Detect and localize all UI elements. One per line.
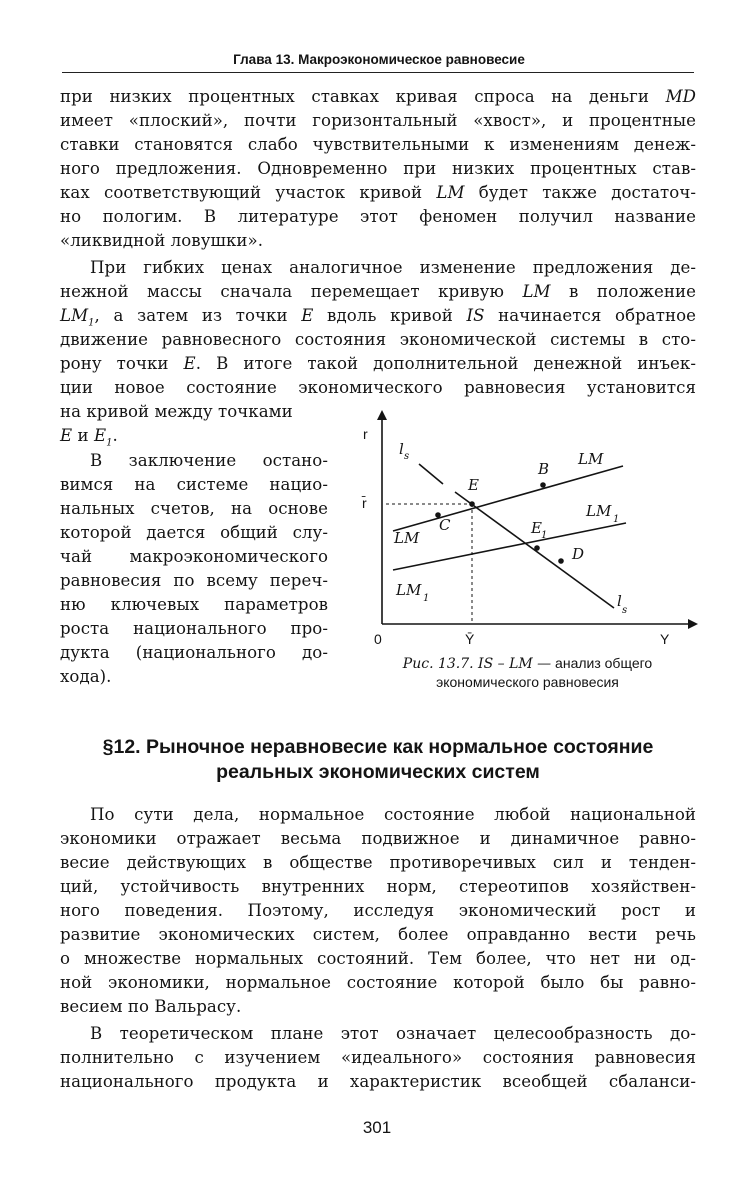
point-e1-label-sub: 1 bbox=[541, 530, 548, 541]
text-line: хода). bbox=[60, 667, 112, 686]
header-rule bbox=[62, 72, 694, 73]
text-line: движение равновесного состояния экономической системы в сто- bbox=[60, 330, 696, 349]
text-line: роста национального про- bbox=[60, 619, 328, 638]
text-line: равновесия по всему переч- bbox=[60, 571, 328, 590]
point-b-label: B bbox=[538, 460, 550, 478]
lm-left-label: LM bbox=[394, 529, 420, 547]
text-line: дукта (национального до- bbox=[60, 643, 328, 662]
point-d-label: D bbox=[572, 545, 585, 563]
point-e-label: E bbox=[468, 476, 479, 494]
point-e1-marker bbox=[534, 545, 540, 551]
y-bar-label: Ȳ bbox=[465, 631, 475, 647]
origin-label: 0 bbox=[374, 631, 382, 647]
figure-caption-prefix: Рис. 13.7. IS – LM — bbox=[402, 656, 552, 672]
is-bottom-label: l bbox=[617, 592, 622, 610]
is-bottom-label-sub: s bbox=[622, 605, 628, 616]
text-line: ставки становятся слабо чувствительными к изменениям денеж- bbox=[60, 135, 696, 154]
point-e1-label: E bbox=[531, 519, 542, 537]
text-line: полнительно с изучением «идеального» состояния равновесия bbox=[60, 1048, 696, 1067]
text-line: ню ключевых параметров bbox=[60, 595, 328, 614]
text-line: на кривой между точками bbox=[60, 402, 293, 421]
text-line: ках соответствующий участок кривой LM будет также достаточ- bbox=[60, 183, 696, 202]
point-e-marker bbox=[469, 501, 475, 507]
text-line: ного предложения. Одновременно при низких процентных став- bbox=[60, 159, 696, 178]
text-line: ций, устойчивость внутренних норм, стереотипов хозяйствен- bbox=[60, 877, 696, 896]
is-top-label-sub: s bbox=[404, 451, 410, 462]
figure-caption-line2: экономического равновесия bbox=[436, 674, 619, 690]
text-line: E и $E_1$. bbox=[60, 426, 118, 449]
figure-caption-line1 bbox=[355, 655, 700, 672]
text-line: имеет «плоский», почти горизонтальный «хвост», и процентные bbox=[60, 111, 696, 130]
text-line: ции новое состояние экономического равновесия установится bbox=[60, 378, 696, 397]
text-line: По сути дела, нормальное состояние любой национальной bbox=[90, 805, 696, 824]
lm1-right-label: LM bbox=[586, 502, 612, 520]
section-heading-line2: реальных экономических систем bbox=[216, 761, 540, 783]
text-line: которой дается общий слу- bbox=[60, 523, 328, 542]
section-heading-line1: §12. Рыночное неравновесие как нормальное состояние bbox=[102, 736, 654, 758]
text-line: национального продукта и характеристик всеобщей сбаланси- bbox=[60, 1072, 696, 1091]
text-line: «ликвидной ловушки». bbox=[60, 231, 264, 250]
lm1-left-label: LM bbox=[396, 581, 422, 599]
text-line: экономики отражает весьма подвижное и динамичное равно- bbox=[60, 829, 696, 848]
text-line: При гибких ценах аналогичное изменение предложения де- bbox=[90, 258, 696, 277]
text-line: $LM_1$, а затем из точки E вдоль кривой IS начинается обратное bbox=[60, 306, 696, 329]
text-line: развитие экономических систем, более оправданно вести речь bbox=[60, 925, 696, 944]
point-d-marker bbox=[558, 558, 564, 564]
text-line: о множестве нормальных состояний. Тем более, что нет ни од- bbox=[60, 949, 696, 968]
text-line: В заключение остано- bbox=[90, 451, 328, 470]
is-lm-diagram bbox=[355, 408, 700, 654]
y-axis-label: r bbox=[363, 426, 368, 442]
text-line: но пологим. В литературе этот феномен получил название bbox=[60, 207, 696, 226]
text-line: В теоретическом плане этот означает целесообразность до- bbox=[90, 1024, 696, 1043]
page-number: 301 bbox=[362, 1118, 392, 1137]
point-b-marker bbox=[540, 482, 546, 488]
lm1-curve bbox=[393, 523, 626, 570]
lm-upper-label: LM bbox=[578, 450, 604, 468]
lm1-right-label-sub: 1 bbox=[613, 514, 620, 525]
is-top-label: l bbox=[399, 440, 404, 458]
lm-curve bbox=[393, 466, 623, 531]
text-line: чай макроэкономического bbox=[60, 547, 328, 566]
text-line: нальных счетов, на основе bbox=[60, 499, 328, 518]
text-line: рону точки E. В итоге такой дополнительной денежной инъек- bbox=[60, 354, 696, 373]
text-line: нежной массы сначала перемещает кривую LM в положение bbox=[60, 282, 696, 301]
text-line: при низких процентных ставках кривая спроса на деньги MD bbox=[60, 87, 696, 106]
text-line: вимся на системе нацио- bbox=[60, 475, 328, 494]
figure-caption-rest: анализ общего bbox=[551, 655, 653, 671]
lm1-left-label-sub: 1 bbox=[423, 593, 430, 604]
text-line: весие действующих в обществе противоречивых сил и тенден- bbox=[60, 853, 696, 872]
r-bar-label: r̄ bbox=[362, 495, 367, 511]
point-c-label: C bbox=[439, 516, 451, 534]
text-line: весием по Вальрасу. bbox=[60, 997, 242, 1016]
is-curve-upper-segment bbox=[419, 464, 443, 484]
text-line: ной экономики, нормальное состояние которой было бы равно- bbox=[60, 973, 696, 992]
x-axis-label: Y bbox=[660, 631, 670, 647]
text-line: ного поведения. Поэтому, исследуя экономический рост и bbox=[60, 901, 696, 920]
running-header: Глава 13. Макроэкономическое равновесие bbox=[233, 52, 525, 67]
